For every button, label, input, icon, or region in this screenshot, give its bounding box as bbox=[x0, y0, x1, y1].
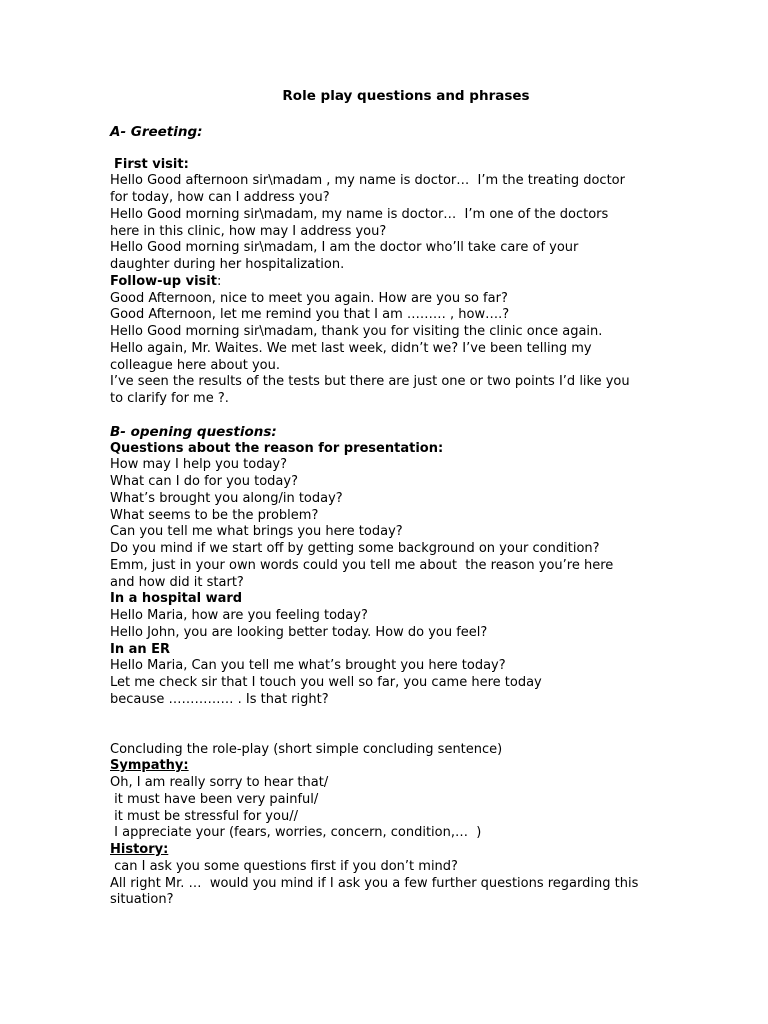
text-line: here in this clinic, how may I address you? bbox=[110, 223, 387, 239]
text-line: to clarify for me ?. bbox=[110, 391, 229, 406]
text-line: What can I do for you today? bbox=[110, 474, 298, 489]
text-line: Hello Maria, Can you tell me what’s brought you here today? bbox=[110, 658, 506, 674]
sympathy-lines bbox=[110, 775, 720, 842]
text-line: for today, how can I address you? bbox=[110, 190, 330, 205]
text-line: Hello Good morning sir\madam, thank you for visiting the clinic once again. bbox=[110, 324, 603, 339]
text-line: colleague here about you. bbox=[110, 357, 280, 373]
text-line: What’s brought you along/in today? bbox=[110, 490, 343, 506]
text-line: and how did it start? bbox=[110, 574, 244, 590]
text-line: it must have been very painful/ bbox=[110, 791, 319, 807]
sympathy-label: Sympathy: bbox=[110, 758, 189, 774]
text-line: Hello Good afternoon sir\madam , my name is doctor… I’m the treating doctor bbox=[110, 173, 625, 189]
text-line: All right Mr. … would you mind if I ask you a few further questions regarding this bbox=[110, 875, 639, 891]
history-lines bbox=[110, 859, 720, 909]
reason-lines bbox=[110, 457, 720, 591]
text-line: Hello again, Mr. Waites. We met last week, didn’t we? I’ve been telling my bbox=[110, 340, 592, 356]
text-line: Emm, just in your own words could you tell me about the reason you’re here bbox=[110, 557, 614, 573]
text-line: Good Afternoon, let me remind you that I am ……… , how….? bbox=[110, 307, 510, 323]
text-line: How may I help you today? bbox=[110, 457, 288, 473]
ward-label: In a hospital ward bbox=[110, 591, 243, 607]
document-title: Role play questions and phrases bbox=[282, 88, 530, 104]
first-visit-label: First visit: bbox=[114, 156, 189, 172]
er-label: In an ER bbox=[110, 641, 171, 657]
follow-up-suffix: : bbox=[216, 273, 222, 289]
text-line: Good Afternoon, nice to meet you again. How are you so far? bbox=[110, 290, 508, 306]
concluding-intro: Concluding the role-play (short simple concluding sentence) bbox=[110, 741, 503, 757]
text-line: Oh, I am really sorry to hear that/ bbox=[110, 775, 329, 790]
greeting-heading: A- Greeting: bbox=[110, 123, 203, 140]
document-body bbox=[110, 88, 720, 909]
text-line: can I ask you some questions first if you don’t mind? bbox=[110, 858, 458, 874]
text-line: it must be stressful for you// bbox=[110, 808, 298, 824]
text-line: What seems to be the problem? bbox=[110, 507, 319, 523]
reason-label: Questions about the reason for presentation: bbox=[110, 440, 444, 456]
text-line: Do you mind if we start off by getting some background on your condition? bbox=[110, 541, 600, 556]
text-line: daughter during her hospitalization. bbox=[110, 257, 345, 272]
follow-up-label-row bbox=[110, 274, 720, 291]
text-line: Hello John, you are looking better today. How do you feel? bbox=[110, 624, 488, 640]
text-line: I appreciate your (fears, worries, concern, condition,… ) bbox=[110, 825, 482, 841]
follow-up-lines bbox=[110, 291, 720, 408]
first-visit-lines bbox=[110, 173, 720, 274]
text-line: Hello Good morning sir\madam, I am the doctor who’ll take care of your bbox=[110, 240, 579, 256]
text-line: because …………… . Is that right? bbox=[110, 691, 329, 707]
text-line: situation? bbox=[110, 892, 174, 908]
er-lines bbox=[110, 658, 720, 708]
text-line: Can you tell me what brings you here today? bbox=[110, 524, 403, 540]
text-line: Let me check sir that I touch you well so far, you came here today bbox=[110, 675, 542, 690]
history-label: History: bbox=[110, 842, 169, 857]
opening-heading: B- opening questions: bbox=[110, 423, 277, 440]
text-line: I’ve seen the results of the tests but there are just one or two points I’d like you bbox=[110, 374, 630, 390]
ward-lines bbox=[110, 608, 720, 642]
follow-up-label: Follow-up visit bbox=[110, 273, 217, 289]
text-line: Hello Good morning sir\madam, my name is doctor… I’m one of the doctors bbox=[110, 206, 609, 222]
text-line: Hello Maria, how are you feeling today? bbox=[110, 608, 368, 623]
